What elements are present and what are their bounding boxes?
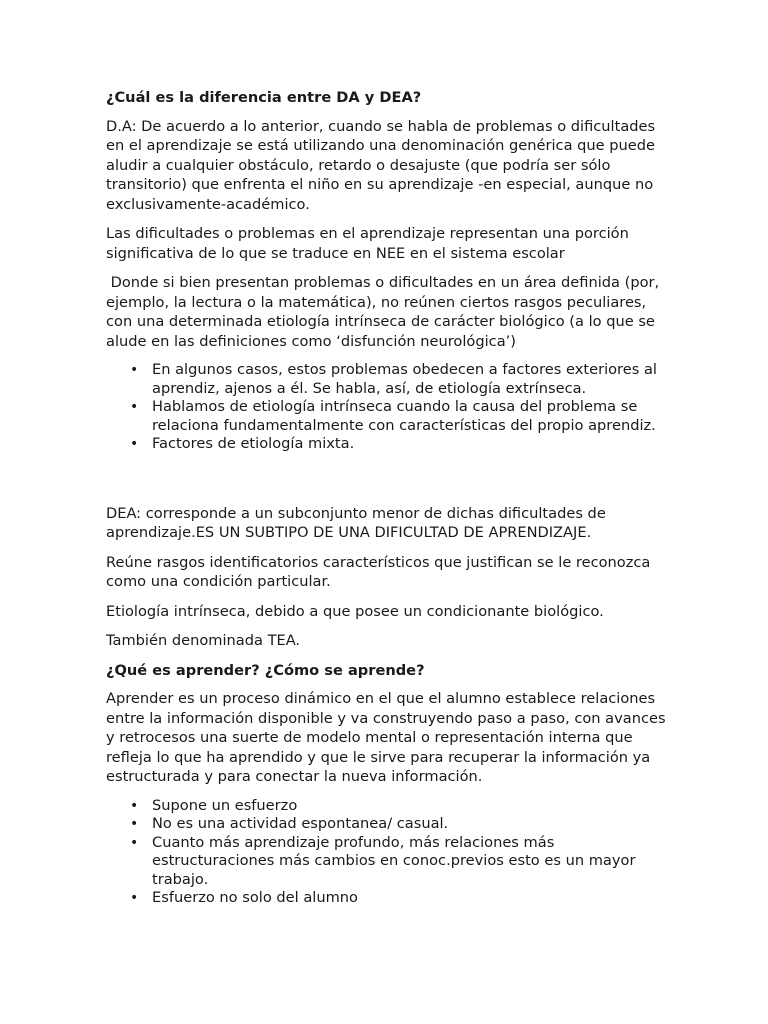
- document-page: [106, 88, 666, 918]
- paragraph-donde: Donde si bien presentan problemas o dificultades en un área definida (por, ejemplo, la lectura o la matemática), no reúnen ciertos rasgos peculiares, con una determinada etiología intrínseca de carácter biológico (a lo que se alude en las definiciones como ‘disfunción neurológica’): [106, 274, 664, 350]
- bullet-list-esfuerzo: [106, 797, 666, 908]
- blank-gap: [106, 464, 666, 504]
- bullet-list-etiologia: [106, 361, 666, 454]
- bullet-icon: •: [130, 399, 139, 415]
- bullet-icon: •: [130, 362, 139, 378]
- bullet-icon: •: [130, 797, 139, 814]
- bullet-icon: •: [130, 834, 139, 851]
- list-item-text: Hablamos de etiología intrínseca cuando la causa del problema se relaciona fundamentalmente con características del propio aprendiz.: [152, 398, 656, 434]
- paragraph-dificultades: Las dificultades o problemas en el aprendizaje representan una porción significativa de lo que se traduce en NEE en el sistema escolar: [106, 225, 629, 262]
- paragraph-dea-definition: DEA: corresponde a un subconjunto menor de dichas dificultades de aprendizaje.ES UN SUBTIPO DE UNA DIFICULTAD DE APRENDIZAJE.: [106, 504, 606, 541]
- list-item-text: Factores de etiología mixta.: [152, 435, 355, 452]
- list-item: [106, 889, 666, 908]
- list-item: [106, 398, 666, 435]
- list-item-text: Esfuerzo no solo del alumno: [152, 889, 358, 906]
- list-item: [106, 361, 666, 398]
- list-item-text: En algunos casos, estos problemas obedecen a factores exteriores al aprendiz, ajenos a él. Se habla, así, de etiología extrínseca.: [152, 361, 657, 397]
- bullet-icon: •: [130, 890, 139, 906]
- list-item: [106, 435, 666, 454]
- paragraph-aprender: Aprender es un proceso dinámico en el que el alumno establece relaciones entre la información disponible y va construyendo paso a paso, con avances y retrocesos una suerte de modelo mental o representación interna que refleja lo que ha aprendido y que le sirve para recuperar la información ya estructurada y para conectar la nueva información.: [106, 690, 666, 785]
- bullet-icon: •: [130, 436, 139, 452]
- paragraph-tea: También denominada TEA.: [106, 632, 301, 649]
- heading-que-es-aprender: ¿Qué es aprender? ¿Cómo se aprende?: [106, 661, 425, 679]
- bullet-icon: •: [130, 816, 139, 832]
- list-item: [106, 815, 666, 834]
- list-item-text: Supone un esfuerzo: [152, 796, 298, 814]
- list-item: [106, 834, 666, 890]
- paragraph-reune: Reúne rasgos identificatorios característicos que justifican se le reconozca como una condición particular.: [106, 553, 651, 590]
- list-item: [106, 797, 666, 816]
- heading-da-vs-dea: ¿Cuál es la diferencia entre DA y DEA?: [106, 89, 422, 106]
- list-item-text: No es una actividad espontanea/ casual.: [152, 815, 449, 832]
- list-item-text: Cuanto más aprendizaje profundo, más relaciones más estructuraciones más cambios en conoc.previos esto es un mayor trabajo.: [152, 833, 636, 888]
- paragraph-da-definition: D.A: De acuerdo a lo anterior, cuando se habla de problemas o dificultades en el aprendizaje se está utilizando una denominación genérica que puede aludir a cualquier obstáculo, retardo o desajuste (que podría ser sólo transitorio) que enfrenta el niño en su aprendizaje -en especial, aunque no exclusivamente-académico.: [106, 117, 656, 213]
- paragraph-etiologia: Etiología intrínseca, debido a que posee un condicionante biológico.: [106, 602, 604, 620]
